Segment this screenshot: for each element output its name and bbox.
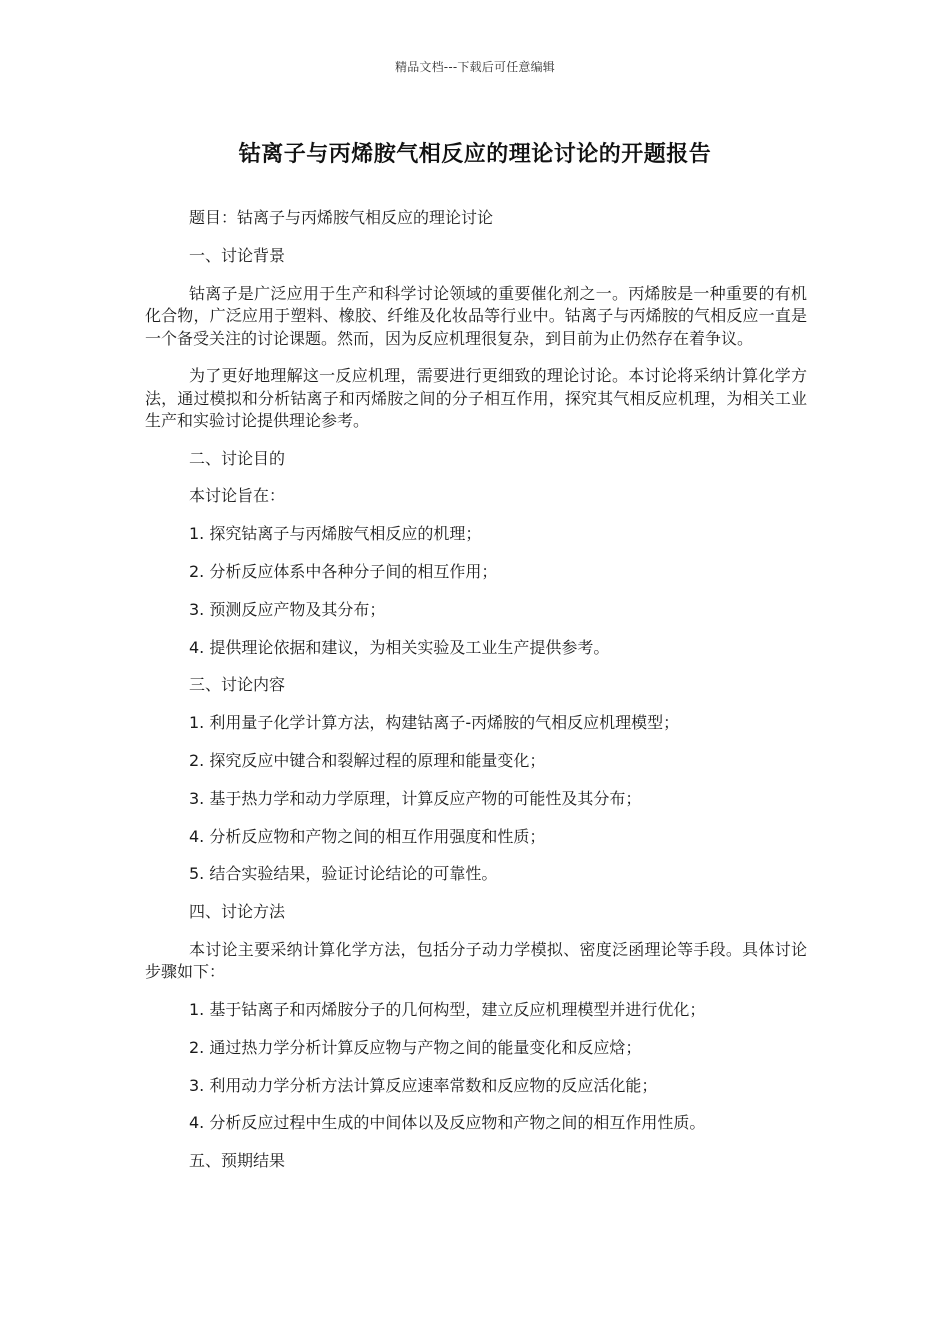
document-title: 钴离子与丙烯胺气相反应的理论讨论的开题报告 bbox=[238, 142, 712, 167]
method-item-1: 1. 基于钴离子和丙烯胺分子的几何构型，建立反应机理模型并进行优化； bbox=[189, 999, 706, 1019]
content-item-1: 1. 利用量子化学计算方法，构建钴离子-丙烯胺的气相反应机理模型； bbox=[189, 713, 680, 733]
purpose-item-4: 4. 提供理论依据和建议，为相关实验及工业生产提供参考。 bbox=[189, 637, 610, 657]
content-item-2: 2. 探究反应中键合和裂解过程的原理和能量变化； bbox=[189, 750, 546, 770]
purpose-intro: 本讨论旨在： bbox=[189, 486, 286, 506]
section-heading-method: 四、讨论方法 bbox=[189, 902, 286, 922]
method-item-3: 3. 利用动力学分析方法计算反应速率常数和反应物的反应活化能； bbox=[189, 1075, 658, 1095]
topic-line: 题目：钴离子与丙烯胺气相反应的理论讨论 bbox=[189, 208, 494, 227]
content-item-3: 3. 基于热力学和动力学原理，计算反应产物的可能性及其分布； bbox=[189, 788, 642, 808]
method-item-2: 2. 通过热力学分析计算反应物与产物之间的能量变化和反应焓； bbox=[189, 1037, 642, 1057]
section-heading-expected-results: 五、预期结果 bbox=[189, 1151, 286, 1171]
section-heading-background: 一、讨论背景 bbox=[189, 245, 286, 265]
background-paragraph-2: 为了更好地理解这一反应机理，需要进行更细致的理论讨论。本讨论将采纳计算化学方法，通过模拟和分析钴离子和丙烯胺之间的分子相互作用，探究其气相反应机理，为相关工业生产和实验讨论提供理论参考。 bbox=[145, 366, 807, 431]
background-paragraph-1: 钴离子是广泛应用于生产和科学讨论领域的重要催化剂之一。丙烯胺是一种重要的有机化合物，广泛应用于塑料、橡胶、纤维及化妆品等行业中。钴离子与丙烯胺的气相反应一直是一个备受关注的讨论课题。然而，因为反应机理很复杂，到目前为止仍然存在着争议。 bbox=[145, 283, 807, 348]
purpose-item-2: 2. 分析反应体系中各种分子间的相互作用； bbox=[189, 561, 498, 581]
purpose-item-3: 3. 预测反应产物及其分布； bbox=[189, 599, 386, 619]
section-heading-purpose: 二、讨论目的 bbox=[189, 448, 286, 468]
method-intro: 本讨论主要采纳计算化学方法，包括分子动力学模拟、密度泛函理论等手段。具体讨论步骤如下： bbox=[145, 939, 807, 982]
content-item-4: 4. 分析反应物和产物之间的相互作用强度和性质； bbox=[189, 826, 546, 846]
section-heading-content: 三、讨论内容 bbox=[189, 675, 286, 695]
content-item-5: 5. 结合实验结果，验证讨论结论的可靠性。 bbox=[189, 864, 498, 884]
method-item-4: 4. 分析反应过程中生成的中间体以及反应物和产物之间的相互作用性质。 bbox=[189, 1113, 706, 1133]
purpose-item-1: 1. 探究钴离子与丙烯胺气相反应的机理； bbox=[189, 524, 482, 544]
header-note: 精品文档---下载后可任意编辑 bbox=[395, 60, 555, 74]
document-body bbox=[145, 207, 807, 1188]
